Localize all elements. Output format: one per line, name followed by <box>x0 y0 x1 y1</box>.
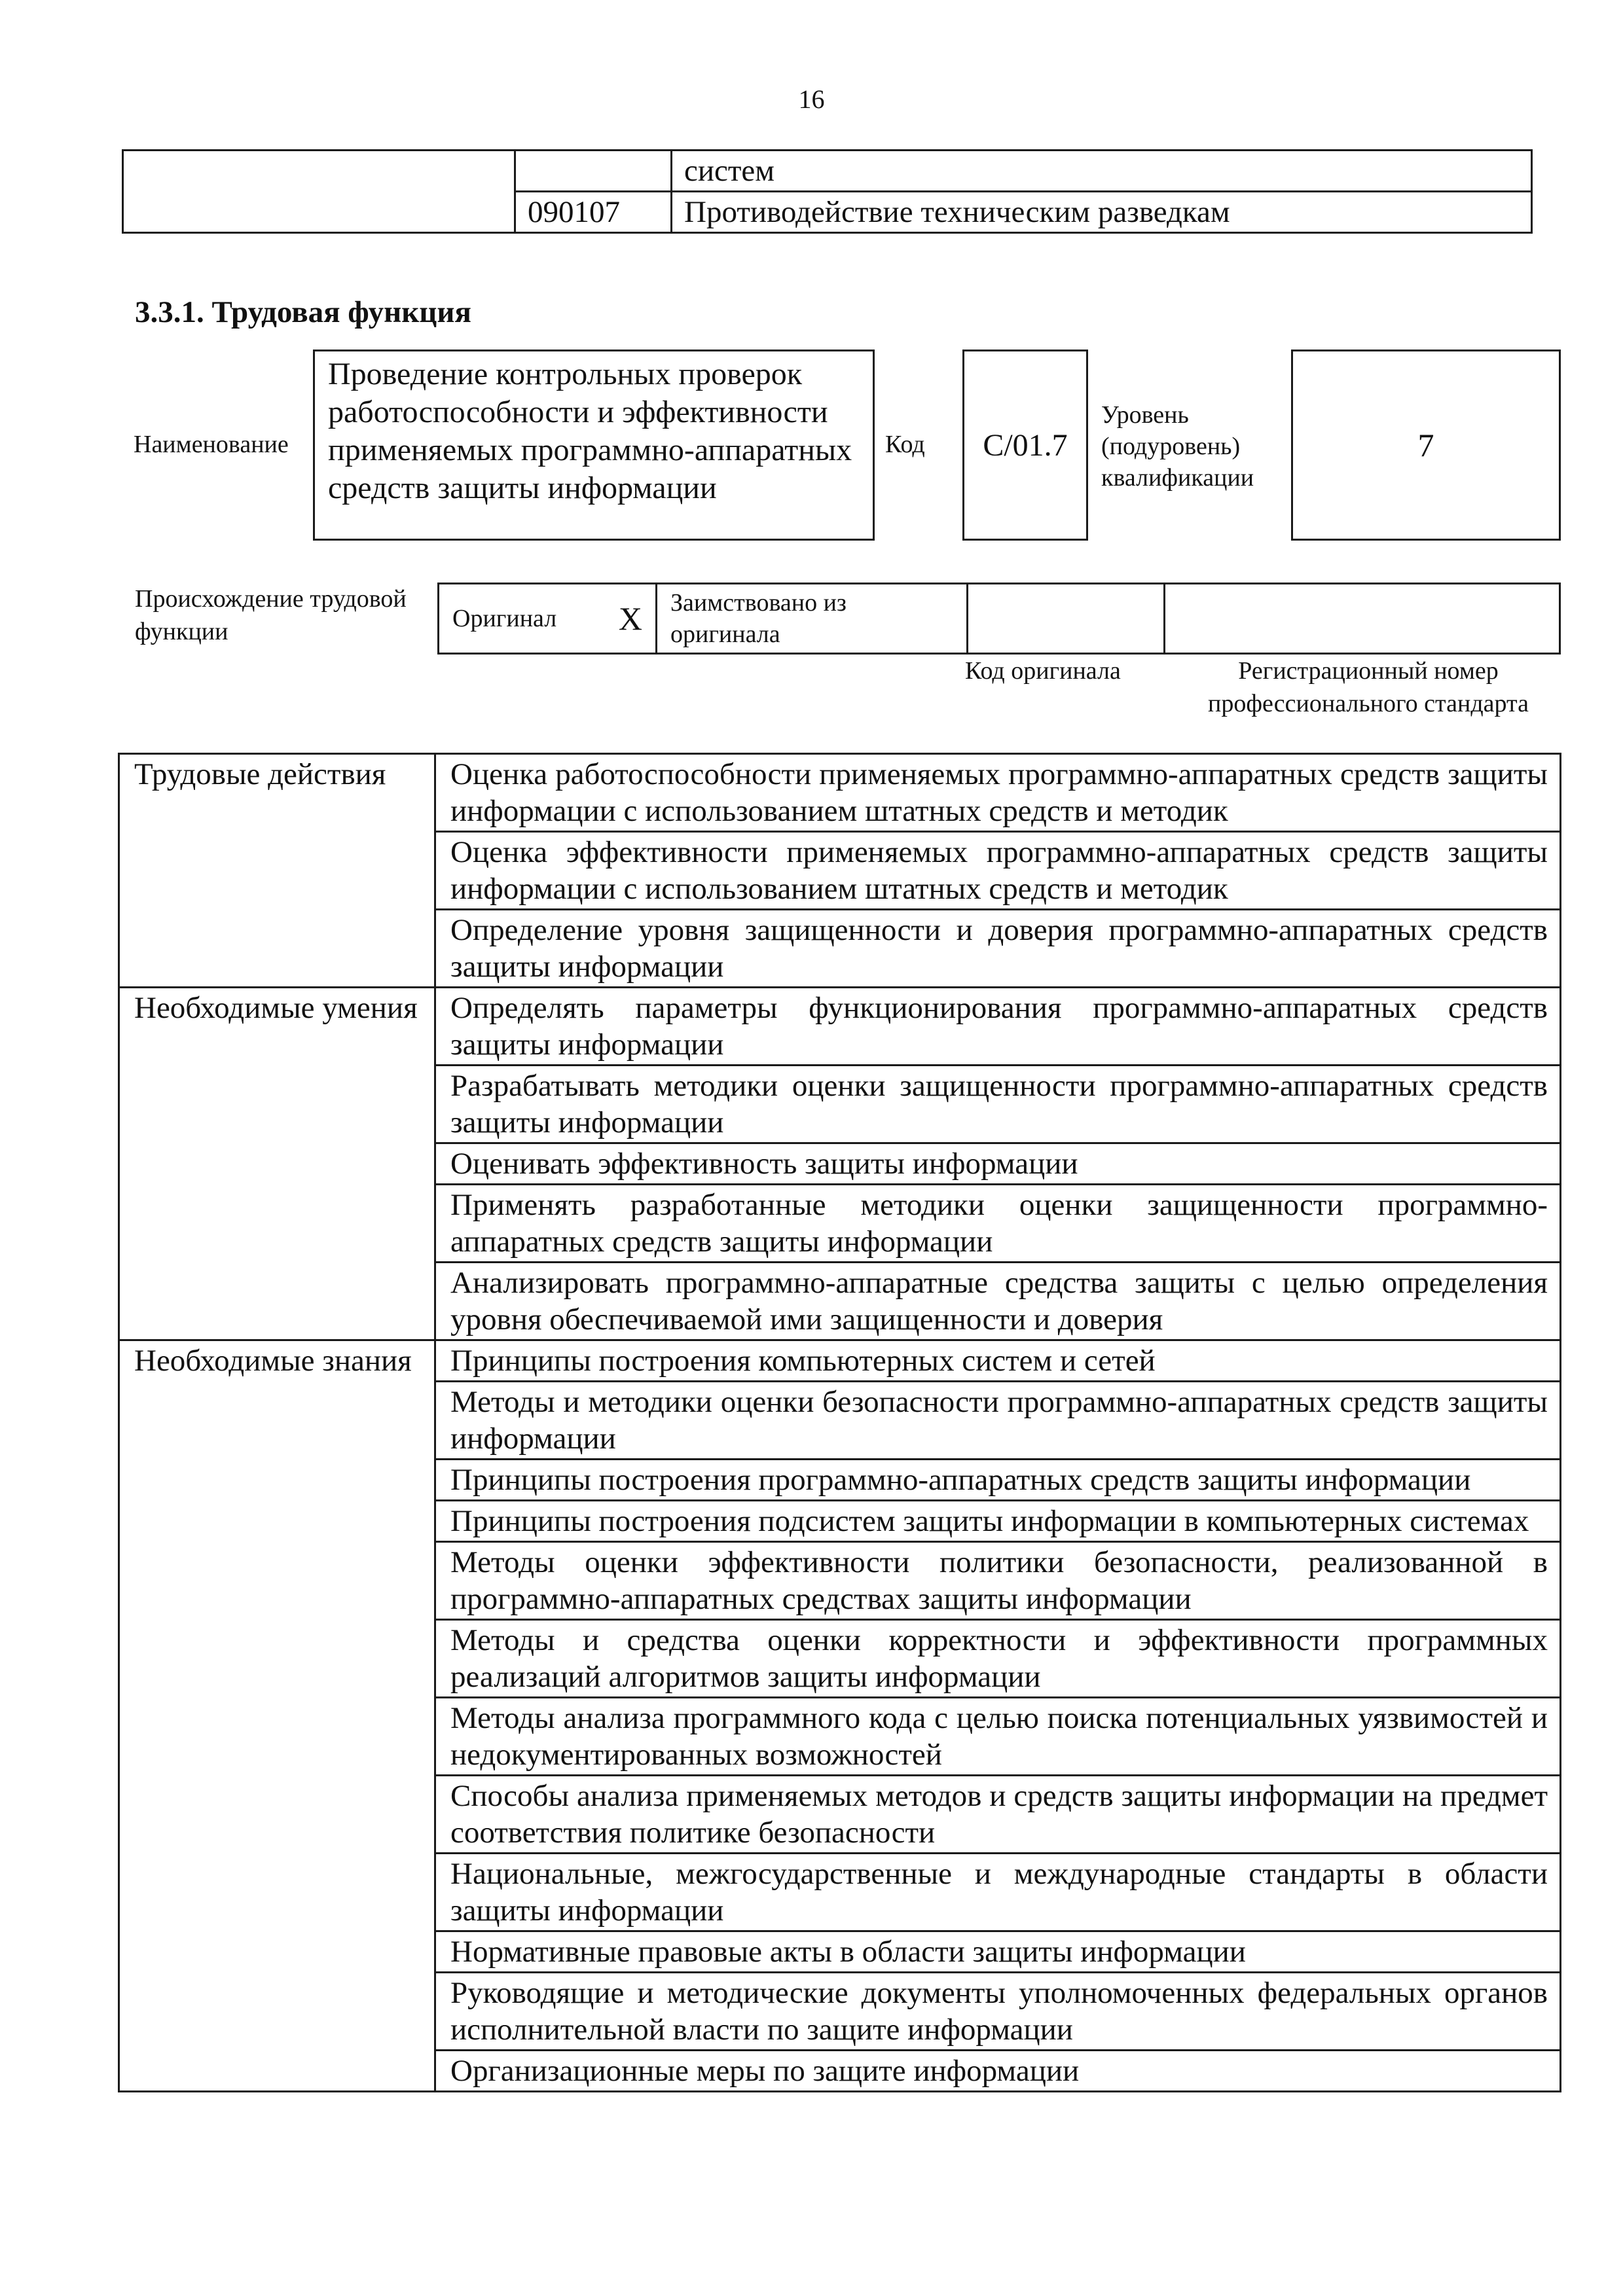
function-name-box: Проведение контрольных проверок работоспособности и эффективности применяемых программно-аппаратных средств защиты информации <box>313 350 875 541</box>
borrowed-cell: Заимствовано из оригинала <box>657 584 968 654</box>
code-cell <box>515 151 672 192</box>
category-cell: Трудовые действия <box>119 754 435 988</box>
item-cell: Методы оценки эффективности политики безопасности, реализованной в программно-аппаратных средствах защиты информации <box>435 1542 1561 1620</box>
item-cell: Методы и средства оценки корректности и эффективности программных реализаций алгоритмов защиты информации <box>435 1620 1561 1698</box>
item-cell: Принципы построения программно-аппаратных средств защиты информации <box>435 1460 1561 1501</box>
level-label: Уровень (подуровень) квалификации <box>1101 401 1254 492</box>
item-cell: Руководящие и методические документы уполномоченных федеральных органов исполнительной власти по защите информации <box>435 1973 1561 2051</box>
item-cell: Нормативные правовые акты в области защиты информации <box>435 1931 1561 1973</box>
item-cell: Принципы построения компьютерных систем и сетей <box>435 1340 1561 1382</box>
original-label: Оригинал <box>452 605 557 632</box>
code-original-caption: Код оригинала <box>965 657 1121 685</box>
item-cell: Методы анализа программного кода с целью поиска потенциальных уязвимостей и недокументированных возможностей <box>435 1698 1561 1776</box>
origin-table <box>437 583 1561 655</box>
item-cell: Определение уровня защищенности и доверия программно-аппаратных средств защиты информации <box>435 910 1561 988</box>
table-row <box>123 151 1532 192</box>
item-cell: Оценивать эффективность защиты информации <box>435 1143 1561 1185</box>
reg-number-caption: Регистрационный номер профессионального стандарта <box>1208 657 1529 717</box>
item-cell: Применять разработанные методики оценки защищенности программно-аппаратных средств защиты информации <box>435 1185 1561 1263</box>
category-cell: Необходимые умения <box>119 988 435 1340</box>
origin-label: Происхождение трудовой функции <box>135 585 407 645</box>
item-cell: Разрабатывать методики оценки защищенности программно-аппаратных средств защиты информации <box>435 1066 1561 1143</box>
original-mark: X <box>618 600 642 637</box>
code-label: Код <box>885 431 925 458</box>
page-number: 16 <box>798 84 825 114</box>
code-value-box: C/01.7 <box>962 350 1088 541</box>
section-heading: 3.3.1. Трудовая функция <box>135 295 471 329</box>
item-cell: Методы и методики оценки безопасности программно-аппаратных средств защиты информации <box>435 1382 1561 1460</box>
function-details-table <box>118 753 1561 2092</box>
item-cell: Организационные меры по защите информации <box>435 2051 1561 2092</box>
name-label: Наименование <box>134 431 289 458</box>
item-cell: Способы анализа применяемых методов и средств защиты информации на предмет соответствия политике безопасности <box>435 1776 1561 1854</box>
table-row <box>439 584 1560 654</box>
reg-number-cell <box>1165 584 1560 654</box>
spec-name-cell: Противодействие техническим разведкам <box>672 192 1532 233</box>
category-cell: Необходимые знания <box>119 1340 435 2092</box>
table-row <box>119 988 1561 1066</box>
item-cell: Оценка эффективности применяемых программно-аппаратных средств защиты информации с использованием штатных средств и методик <box>435 832 1561 910</box>
item-cell: Оценка работоспособности применяемых программно-аппаратных средств защиты информации с использованием штатных средств и методик <box>435 754 1561 832</box>
item-cell: Принципы построения подсистем защиты информации в компьютерных системах <box>435 1501 1561 1542</box>
code-cell: 090107 <box>515 192 672 233</box>
original-cell <box>439 584 657 654</box>
code-original-cell <box>968 584 1165 654</box>
table-row <box>119 1340 1561 1382</box>
item-cell: Анализировать программно-аппаратные средства защиты с целью определения уровня обеспечиваемой ими защищенности и доверия <box>435 1263 1561 1340</box>
spec-name-cell: систем <box>672 151 1532 192</box>
item-cell: Национальные, межгосударственные и международные стандарты в области защиты информации <box>435 1854 1561 1931</box>
table-row <box>119 754 1561 832</box>
level-value-box: 7 <box>1291 350 1561 541</box>
continuation-table <box>122 149 1533 234</box>
empty-cell <box>123 151 515 233</box>
item-cell: Определять параметры функционирования программно-аппаратных средств защиты информации <box>435 988 1561 1066</box>
